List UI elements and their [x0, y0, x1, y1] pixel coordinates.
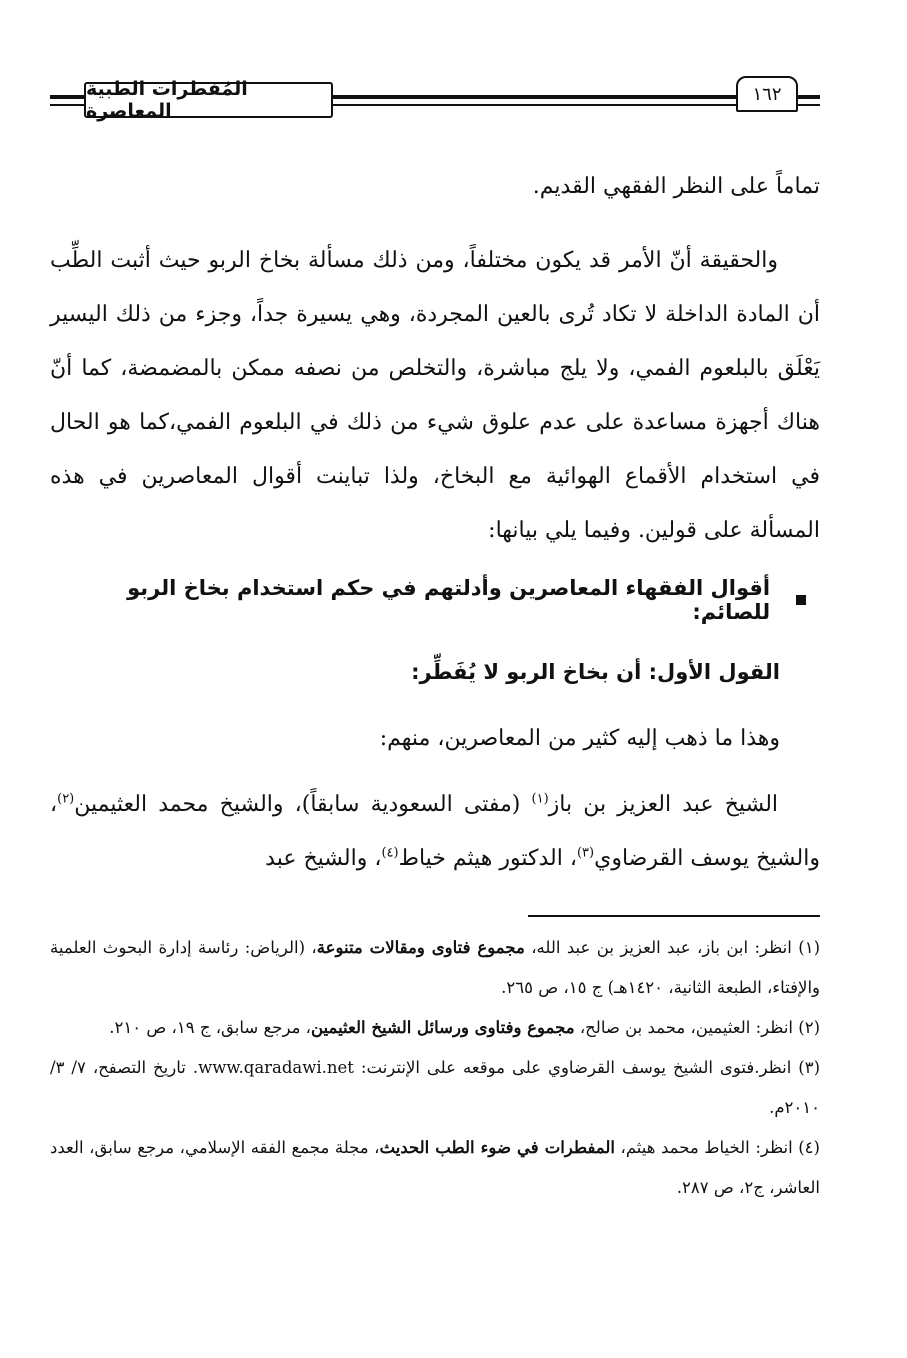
header-rule	[333, 95, 786, 99]
footnote-source-title: مجموع فتاوى ومقالات متنوعة	[316, 938, 525, 957]
paragraph-continuation: تماماً على النظر الفقهي القديم.	[532, 174, 820, 199]
footnote-source-title: مجموع وفتاوى ورسائل الشيخ العثيمين	[311, 1018, 575, 1037]
paragraph-intro: وهذا ما ذهب إليه كثير من المعاصرين، منهم:	[379, 726, 780, 751]
scholar-text: ، الدكتور هيثم خياط	[398, 846, 577, 871]
section-heading-text: أقوال الفقهاء المعاصرين وأدلتهم في حكم استخدام بخاخ الربو للصائم:	[127, 576, 771, 624]
footnote-text: ، (الرياض: رئاسة إدارة البحوث العلمية والإفتاء، الطبعة الثانية، ١٤٢٠هـ) ج ١٥، ص ٢٦٥.	[50, 938, 820, 997]
page-number: ١٦٢	[736, 76, 798, 112]
footnote-ref[interactable]: (٤)	[381, 845, 399, 861]
scholar-text: (مفتى السعودية سابقاً)، والشيخ محمد العثيمين	[74, 792, 532, 817]
running-title: المُفطرات الطبية المعاصرة	[84, 82, 333, 118]
footnote-text: ، مجلة مجمع الفقه الإسلامي، مرجع سابق، العدد العاشر، ج٢، ص ٢٨٧.	[50, 1138, 820, 1197]
footnote-separator	[528, 915, 820, 917]
subsection-heading: القول الأول: أن بخاخ الربو لا يُفَطِّر:	[411, 660, 780, 684]
footnote-ref[interactable]: (١)	[531, 791, 549, 807]
footnote-text: (٣) انظر.فتوى الشيخ يوسف القرضاوي على موقعه على الإنترنت:	[353, 1058, 821, 1077]
footnote-text: ، مرجع سابق، ج ١٩، ص ٢١٠.	[109, 1018, 311, 1037]
paragraph-scholars	[50, 778, 820, 886]
footnote-ref[interactable]: (٢)	[57, 791, 75, 807]
scholar-text: ، والشيخ عبد	[265, 846, 382, 871]
website-link[interactable]: www.qaradawi.net	[198, 1058, 354, 1077]
header-rule	[50, 95, 84, 99]
footnote-4	[50, 1128, 820, 1208]
footnote-1	[50, 928, 820, 1008]
scholar-text: ، والشيخ يوسف القرضاوي	[50, 792, 820, 871]
header-rule	[798, 95, 820, 99]
footnote-source-title: المفطرات في ضوء الطب الحديث	[379, 1138, 615, 1157]
footnote-text: . تاريخ التصفح، ٧/ ٣/ ٢٠١٠م.	[50, 1058, 820, 1117]
paragraph-main: والحقيقة أنّ الأمر قد يكون مختلفاً، ومن ذلك مسألة بخاخ الربو حيث أثبت الطِّب أن المادة الداخلة لا تكاد تُرى بالعين المجردة، وهي يسيرة جداً، وجزء من ذلك اليسير يَعْلَق بالبلعوم الفمي، ولا يلج مباشرة، والتخلص من نصفه ممكن بالمضمضة، كما أنّ هناك أجهزة مساعدة على عدم علوق شيء من ذلك في البلعوم الفمي،كما هو الحال في استخدام الأقماع الهوائية مع البخاخ، ولذا تباينت أقوال المعاصرين في هذه المسألة على قولين. وفيما يلي بيانها:	[50, 248, 820, 543]
section-heading	[50, 578, 820, 622]
footnote-text: (٤) انظر: الخياط محمد هيثم،	[614, 1138, 820, 1157]
footnote-text: (١) انظر: ابن باز، عبد العزيز بن عبد الله،	[524, 938, 821, 957]
header-rule	[333, 104, 786, 106]
footnote-3	[50, 1048, 820, 1128]
scholar-text: الشيخ عبد العزيز بن باز	[548, 792, 779, 817]
footnote-2	[50, 1008, 820, 1048]
header-rule	[50, 104, 84, 106]
header-rule	[798, 104, 820, 106]
bullet-square-icon	[796, 595, 806, 605]
footnotes	[50, 928, 820, 1208]
running-header	[50, 78, 820, 128]
footnote-ref[interactable]: (٣)	[576, 845, 595, 861]
footnote-text: (٢) انظر: العثيمين، محمد بن صالح،	[574, 1018, 820, 1037]
